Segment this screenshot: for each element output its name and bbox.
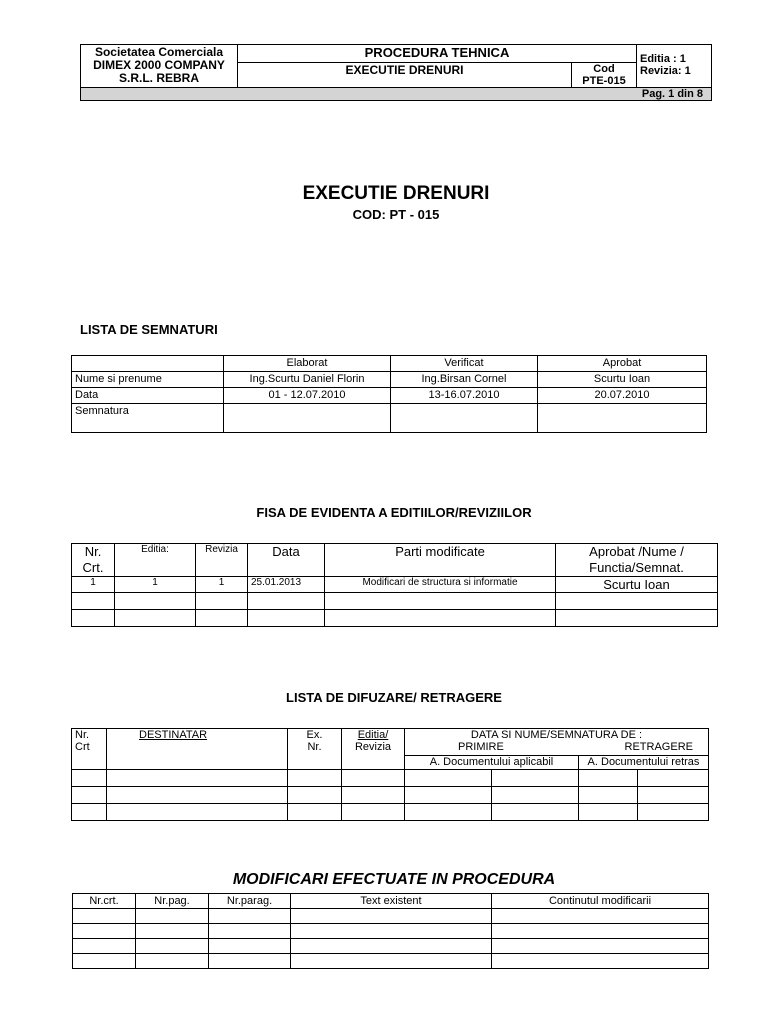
table-row: Semnatura (72, 404, 707, 433)
company-name: Societatea Comerciala DIMEX 2000 COMPANY S.R.L. REBRA (81, 45, 238, 88)
diffusion-heading: LISTA DE DIFUZARE/ RETRAGERE (286, 690, 502, 705)
table-row (72, 593, 718, 610)
document-title: EXECUTIE DRENURI (302, 183, 490, 204)
table-row (73, 924, 709, 939)
procedure-name: EXECUTIE DRENURI (238, 63, 572, 88)
table-row (72, 804, 709, 821)
table-row (72, 610, 718, 627)
signatures-table (71, 355, 707, 433)
modifications-heading: MODIFICARI EFECTUATE IN PROCEDURA (232, 871, 556, 888)
table-row: 1 1 1 25.01.2013 Modificari de structura si informatie Scurtu Ioan (72, 577, 718, 593)
table-subheader-row: A. Documentului aplicabil A. Documentului retras (72, 755, 709, 769)
table-row (72, 770, 709, 787)
table-row (72, 787, 709, 804)
table-header-row: Nr.crt. Nr.pag. Nr.parag. Text existent Continutul modificarii (73, 894, 709, 909)
document-code: COD: PT - 015 (352, 207, 440, 222)
table-row: Nume si prenume Ing.Scurtu Daniel Florin Ing.Birsan Cornel Scurtu Ioan (72, 372, 707, 388)
table-header-row: Nr. Crt. Editia: Revizia Data Parti modificate Aprobat /Nume / Functia/Semnat. (72, 544, 718, 577)
diffusion-table (71, 728, 709, 821)
table-header-row: Nr. Crt DESTINATAR Ex. Nr. Editia/ Revizia DATA SI NUME/SEMNATURA DE : PRIMIRE RETRAGERE (72, 729, 709, 756)
editions-table (71, 543, 718, 627)
editions-heading: FISA DE EVIDENTA A EDITIILOR/REVIZIILOR (256, 505, 532, 520)
table-row: Data 01 - 12.07.2010 13-16.07.2010 20.07.2010 (72, 388, 707, 404)
document-header (80, 44, 712, 101)
procedure-type: PROCEDURA TEHNICA (238, 45, 637, 63)
pagination: Pag. 1 din 8 (81, 88, 712, 101)
table-row (73, 909, 709, 924)
edition-revision: Editia : 1 Revizia: 1 (637, 45, 712, 88)
procedure-code: Cod PTE-015 (572, 63, 637, 88)
table-row (73, 954, 709, 969)
signatures-heading: LISTA DE SEMNATURI (80, 322, 218, 337)
table-row (73, 939, 709, 954)
table-header-row: Elaborat Verificat Aprobat (72, 356, 707, 372)
modifications-table (72, 893, 709, 969)
